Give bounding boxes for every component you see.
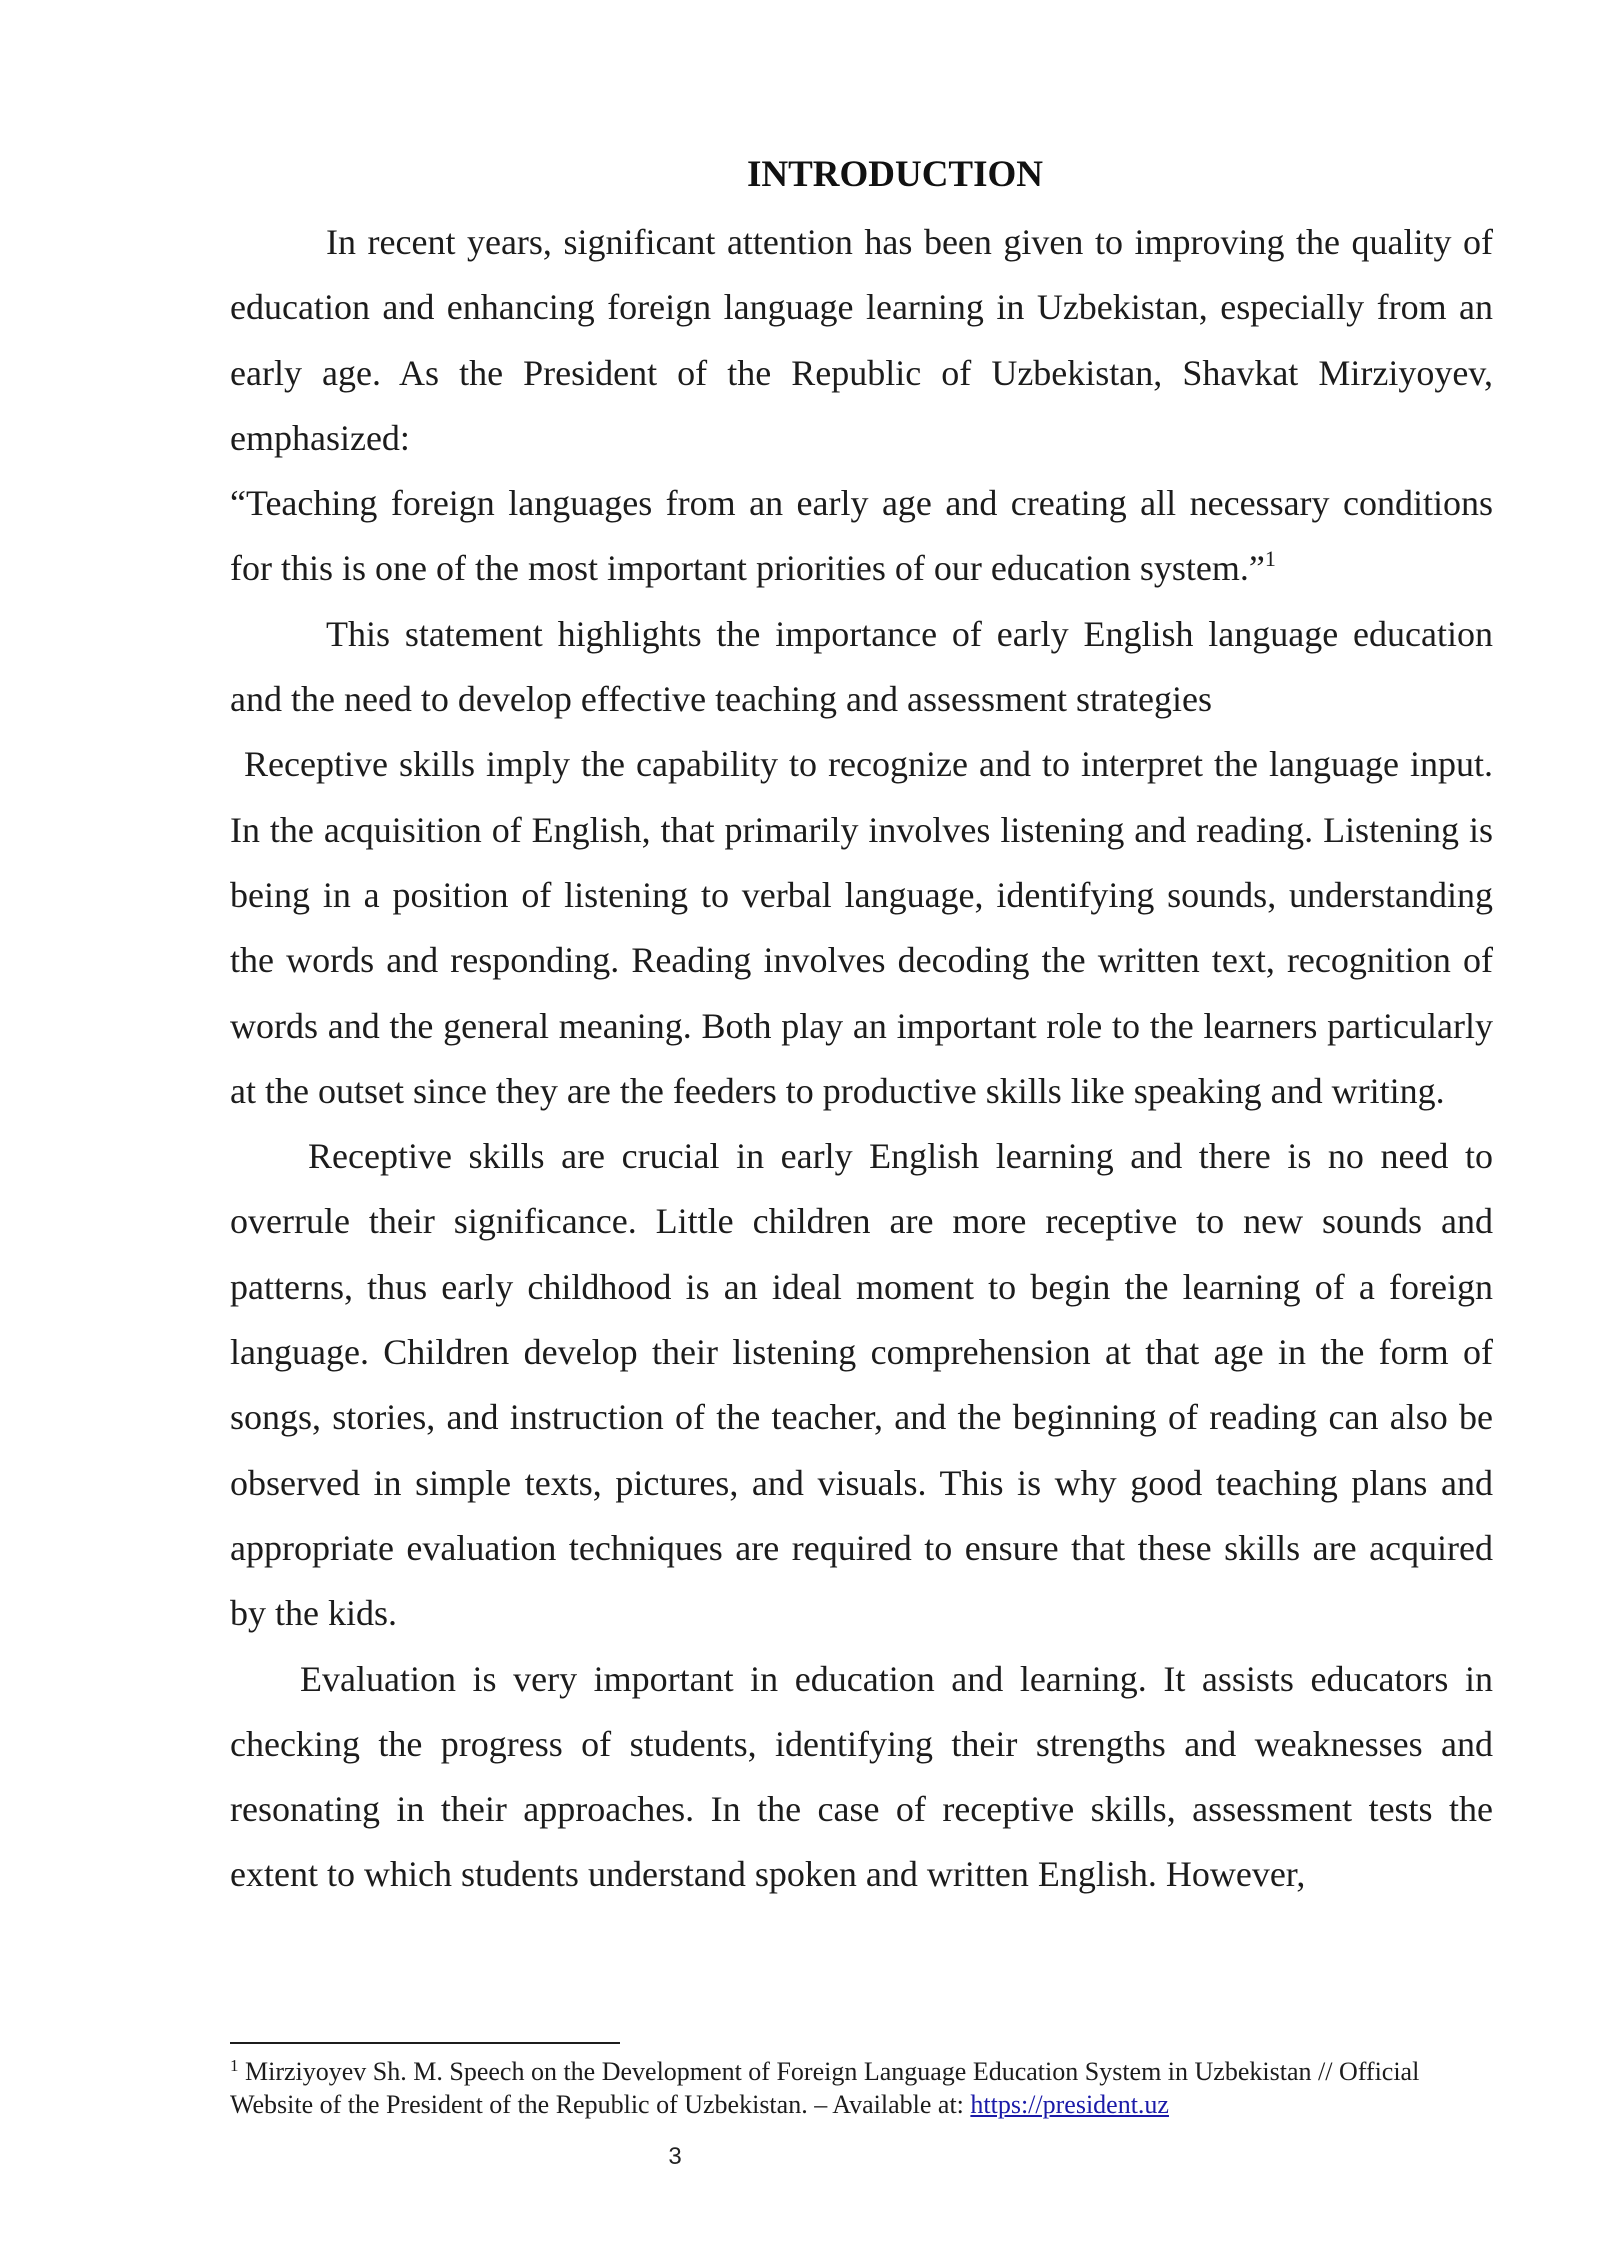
paragraph-statement: This statement highlights the importance of early English language education and the need to develop effective teaching and assessment strategies [230, 613, 1493, 720]
footnote-divider [230, 2042, 620, 2044]
footnote [230, 2055, 1493, 2121]
footnote-text: Mirziyoyev Sh. M. Speech on the Development of Foreign Language Education System in Uzbekistan // Official Website of the President of the Republic of Uzbekistan. – Available at: [230, 2057, 1420, 2119]
footnote-link[interactable]: https://president.uz [970, 2090, 1169, 2119]
footnote-marker: 1 [230, 2056, 239, 2075]
paragraph-evaluation: Evaluation is very important in education and learning. It assists educators in checking the progress of students, identifying their strengths and weaknesses and resonating in their approaches. In the case of receptive skills, assessment tests the extent to which students understand spoken and written English. However, [230, 1658, 1493, 1895]
page-number: 3 [668, 2143, 682, 2170]
paragraph-quote [230, 471, 1493, 602]
paragraph-early-learning: Receptive skills are crucial in early English learning and there is no need to overrule their significance. Little children are more receptive to new sounds and patterns, thus early childhood is an ideal moment to begin the learning of a foreign language. Children develop their listening comprehension at that age in the form of songs, stories, and instruction of the teacher, and the beginning of reading can also be observed in simple texts, pictures, and visuals. This is why good teaching plans and appropriate evaluation techniques are required to ensure that these skills are acquired by the kids. [230, 1136, 1493, 1634]
paragraph-receptive-skills: Receptive skills imply the capability to recognize and to interpret the language input. In the acquisition of English, that primarily involves listening and reading. Listening is being in a position of listening to verbal language, identifying sounds, understanding the words and responding. Reading involves decoding the written text, recognition of words and the general meaning. Both play an important role to the learners particularly at the outset since they are the feeders to productive skills like speaking and writing. [230, 744, 1493, 1111]
paragraph-intro: In recent years, significant attention has been given to improving the quality of education and enhancing foreign language learning in Uzbekistan, especially from an early age. As the President of the Republic of Uzbekistan, Shavkat Mirziyoyev, emphasized: [230, 222, 1493, 458]
body-text [230, 210, 1493, 1908]
section-heading: INTRODUCTION [746, 154, 1044, 195]
footnote-reference[interactable]: 1 [1264, 546, 1276, 572]
quote-text: “Teaching foreign languages from an early age and creating all necessary conditions for this is one of the most important priorities of our education system.” [230, 483, 1493, 589]
